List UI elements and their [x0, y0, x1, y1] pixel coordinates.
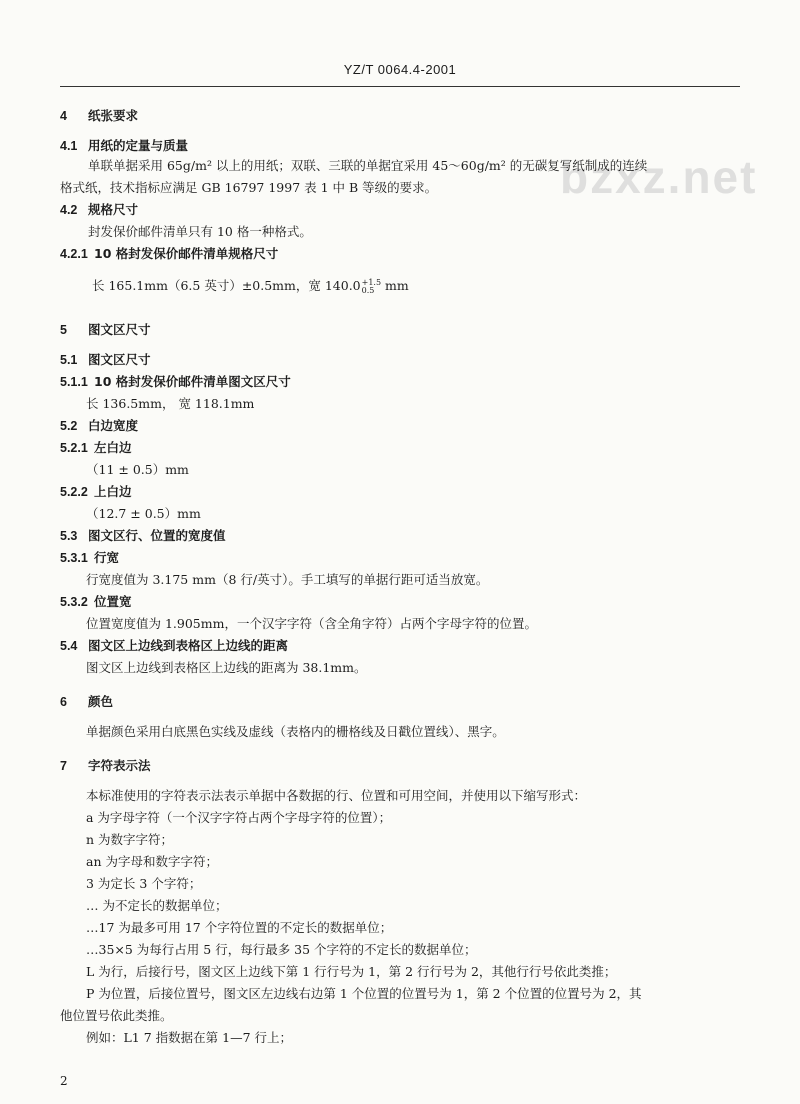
list-item: … 为不定长的数据单位；	[86, 898, 228, 913]
dimension-line: 长 165.1mm（6.5 英寸）±0.5mm，宽 140.0 +1.5 0.5 mm	[92, 277, 409, 295]
section-5-2-2-heading: 5.2.2 上白边	[60, 484, 132, 499]
section-7-heading: 7 字符表示法	[60, 758, 151, 773]
paragraph: 单据颜色采用白底黑色实线及虚线（表格内的栅格线及日戳位置线）、黑字。	[86, 724, 505, 739]
section-5-heading: 5 图文区尺寸	[60, 322, 151, 337]
list-item: 例如：L1 7 指数据在第 1—7 行上；	[86, 1030, 293, 1045]
section-5-3-1-heading: 5.3.1 行宽	[60, 550, 120, 565]
list-item: …17 为最多可用 17 个字符位置的不定长的数据单位；	[86, 920, 393, 935]
paragraph: （12.7 ± 0.5）mm	[86, 506, 201, 521]
standard-code: YZ/T 0064.4-2001	[343, 62, 457, 77]
list-item: a 为字母字符（一个汉字字符占两个字母字符的位置）；	[86, 810, 392, 825]
section-4-2-1-heading: 4.2.1 10 格封发保价邮件清单规格尺寸	[60, 246, 279, 261]
list-item: 他位置号依此类推。	[60, 1008, 173, 1023]
section-6-heading: 6 颜色	[60, 694, 114, 709]
list-item: 3 为定长 3 个字符；	[86, 876, 202, 891]
paragraph: 位置宽度值为 1.905mm，一个汉字字符（含全角字符）占两个字母字符的位置。	[86, 616, 537, 631]
section-5-3-2-heading: 5.3.2 位置宽	[60, 594, 132, 609]
list-item: …35×5 为每行占用 5 行，每行最多 35 个字符的不定长的数据单位；	[86, 942, 477, 957]
paragraph: 行宽度值为 3.175 mm（8 行/英寸）。手工填写的单据行距可适当放宽。	[86, 572, 489, 587]
section-5-1-heading: 5.1 图文区尺寸	[60, 352, 151, 367]
watermark: bzxz.net	[560, 151, 758, 203]
paragraph: 本标准使用的字符表示法表示单据中各数据的行、位置和可用空间，并使用以下缩写形式：	[86, 788, 587, 803]
section-5-1-1-heading: 5.1.1 10 格封发保价邮件清单图文区尺寸	[60, 374, 291, 389]
section-4-1-heading: 4.1 用纸的定量与质量	[60, 138, 189, 153]
paragraph: （11 ± 0.5）mm	[86, 462, 189, 477]
section-5-4-heading: 5.4 图文区上边线到表格区上边线的距离	[60, 638, 289, 653]
tolerance: +1.5 0.5	[361, 277, 382, 295]
section-5-3-heading: 5.3 图文区行、位置的宽度值	[60, 528, 226, 543]
paragraph: 图文区上边线到表格区上边线的距离为 38.1mm。	[86, 660, 367, 675]
header-rule	[60, 86, 740, 87]
list-item: P 为位置，后接位置号，图文区左边线右边第 1 个位置的位置号为 1，第 2 个位置的位置号为 2，其	[86, 986, 642, 1001]
paragraph: 单联单据采用 65g/m² 以上的用纸；双联、三联的单据宜采用 45～60g/m² 的无碳复写纸制成的连续	[88, 158, 648, 173]
paragraph: 长 136.5mm， 宽 118.1mm	[86, 396, 255, 411]
paragraph: 格式纸，技术指标应满足 GB 16797 1997 表 1 中 B 等级的要求。	[60, 180, 438, 195]
list-item: L 为行，后接行号，图文区上边线下第 1 行行号为 1，第 2 行行号为 2，其他行行号依此类推；	[86, 964, 617, 979]
section-5-2-1-heading: 5.2.1 左白边	[60, 440, 132, 455]
page-number: 2	[60, 1074, 68, 1088]
section-5-2-heading: 5.2 白边宽度	[60, 418, 139, 433]
section-4-2-heading: 4.2 规格尺寸	[60, 202, 139, 217]
section-4-heading: 4 纸张要求	[60, 108, 139, 123]
list-item: n 为数字字符；	[86, 832, 174, 847]
list-item: an 为字母和数字字符；	[86, 854, 218, 869]
paragraph: 封发保价邮件清单只有 10 格一种格式。	[88, 224, 312, 239]
